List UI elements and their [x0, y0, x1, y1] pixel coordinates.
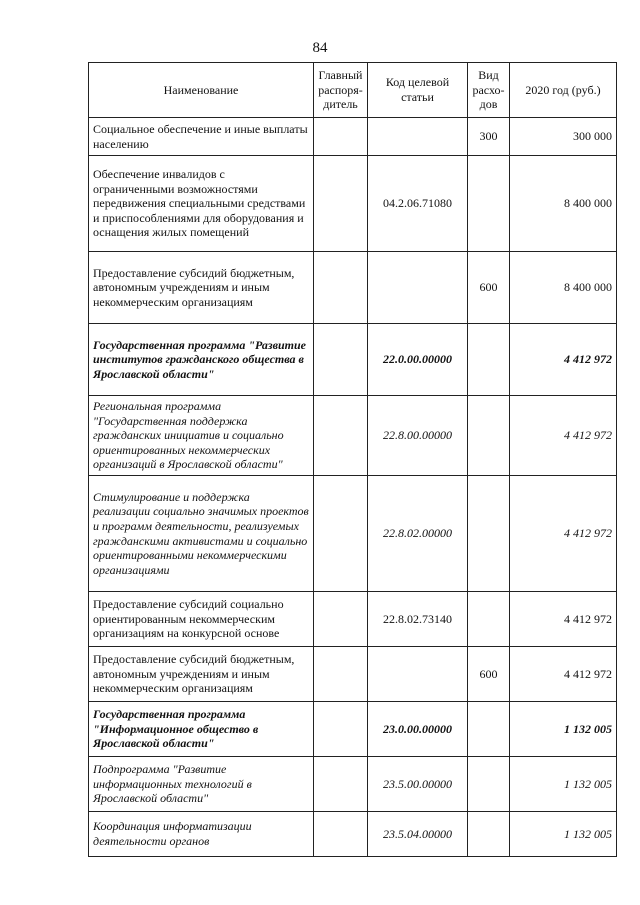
- table-row: [89, 812, 617, 857]
- cell-amount: 1 132 005: [510, 702, 617, 757]
- header-type: Вид расхо-дов: [468, 63, 510, 118]
- cell-type: 600: [468, 647, 510, 702]
- cell-type: [468, 476, 510, 592]
- cell-name: Государственная программа "Развитие институтов гражданского общества в Ярославской области": [89, 324, 314, 396]
- table-row: [89, 252, 617, 324]
- cell-type: 600: [468, 252, 510, 324]
- cell-code: 22.8.02.73140: [368, 592, 468, 647]
- cell-code: 23.5.04.00000: [368, 812, 468, 857]
- cell-code: 23.0.00.00000: [368, 702, 468, 757]
- cell-code: [368, 118, 468, 156]
- table-row: [89, 396, 617, 476]
- cell-name: Стимулирование и поддержка реализации социально значимых проектов и программ деятельности, реализуемых гражданскими активистами и социально ориентированными некоммерческими организациями: [89, 476, 314, 592]
- budget-table: [88, 62, 617, 857]
- cell-code: 22.8.00.00000: [368, 396, 468, 476]
- cell-admin: [314, 396, 368, 476]
- header-amount: 2020 год (руб.): [510, 63, 617, 118]
- cell-type: [468, 702, 510, 757]
- cell-amount: 4 412 972: [510, 396, 617, 476]
- header-admin: Главный распоря-дитель: [314, 63, 368, 118]
- cell-name: Координация информатизации деятельности органов: [89, 812, 314, 857]
- table-row: [89, 324, 617, 396]
- cell-amount: 4 412 972: [510, 647, 617, 702]
- cell-name: Региональная программа "Государственная поддержка гражданских инициатив и социально ориентированных некоммерческих организаций в Ярославской области": [89, 396, 314, 476]
- cell-code: 22.8.02.00000: [368, 476, 468, 592]
- cell-name: Предоставление субсидий бюджетным, автономным учреждениям и иным некоммерческим организациям: [89, 647, 314, 702]
- header-name: Наименование: [89, 63, 314, 118]
- cell-admin: [314, 757, 368, 812]
- table-row: [89, 592, 617, 647]
- table-row: [89, 156, 617, 252]
- table-body: [89, 118, 617, 857]
- cell-amount: 8 400 000: [510, 156, 617, 252]
- page-number: 84: [312, 40, 328, 56]
- cell-admin: [314, 156, 368, 252]
- cell-name: Социальное обеспечение и иные выплаты населению: [89, 118, 314, 156]
- cell-type: [468, 324, 510, 396]
- cell-admin: [314, 118, 368, 156]
- cell-amount: 1 132 005: [510, 812, 617, 857]
- cell-admin: [314, 647, 368, 702]
- table-row: [89, 702, 617, 757]
- cell-type: [468, 156, 510, 252]
- cell-name: Предоставление субсидий бюджетным, автономным учреждениям и иным некоммерческим организациям: [89, 252, 314, 324]
- cell-amount: 4 412 972: [510, 324, 617, 396]
- header-code: Код целевой статьи: [368, 63, 468, 118]
- cell-name: Подпрограмма "Развитие информационных технологий в Ярославской области": [89, 757, 314, 812]
- cell-admin: [314, 324, 368, 396]
- cell-code: 04.2.06.71080: [368, 156, 468, 252]
- cell-type: [468, 592, 510, 647]
- cell-amount: 1 132 005: [510, 757, 617, 812]
- cell-amount: 4 412 972: [510, 592, 617, 647]
- cell-admin: [314, 702, 368, 757]
- cell-name: Обеспечение инвалидов с ограниченными возможностями передвижения специальными средствами и приспособлениями для оборудования и оснащения жилых помещений: [89, 156, 314, 252]
- cell-admin: [314, 592, 368, 647]
- cell-amount: 300 000: [510, 118, 617, 156]
- cell-amount: 4 412 972: [510, 476, 617, 592]
- table-row: [89, 476, 617, 592]
- cell-type: 300: [468, 118, 510, 156]
- cell-name: Государственная программа "Информационное общество в Ярославской области": [89, 702, 314, 757]
- cell-admin: [314, 476, 368, 592]
- cell-amount: 8 400 000: [510, 252, 617, 324]
- table-header-row: [89, 63, 617, 118]
- cell-code: 23.5.00.00000: [368, 757, 468, 812]
- cell-code: [368, 252, 468, 324]
- table-row: [89, 118, 617, 156]
- cell-name: Предоставление субсидий социально ориентированным некоммерческим организациям на конкурсной основе: [89, 592, 314, 647]
- table-row: [89, 757, 617, 812]
- cell-type: [468, 812, 510, 857]
- cell-type: [468, 757, 510, 812]
- cell-code: [368, 647, 468, 702]
- cell-admin: [314, 812, 368, 857]
- table-row: [89, 647, 617, 702]
- cell-code: 22.0.00.00000: [368, 324, 468, 396]
- cell-type: [468, 396, 510, 476]
- cell-admin: [314, 252, 368, 324]
